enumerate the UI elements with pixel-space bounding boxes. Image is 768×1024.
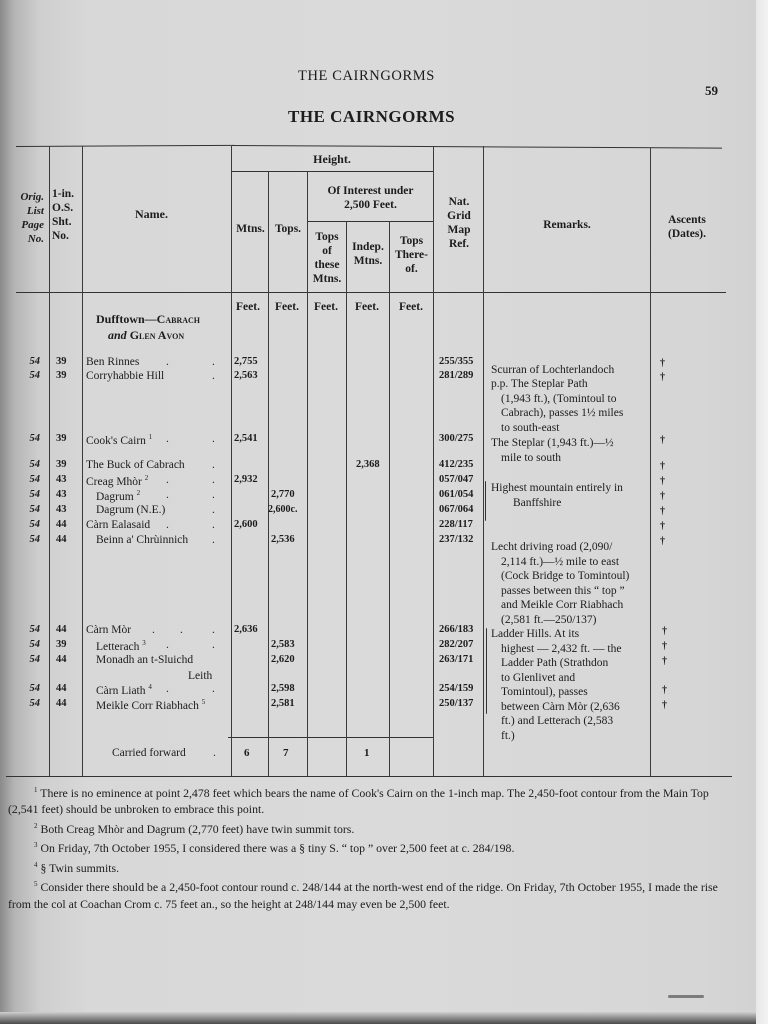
height-top: 2,583 — [271, 639, 295, 650]
footnote-2 — [8, 818, 738, 837]
leader-dot: . — [166, 433, 169, 445]
orig-list-page-no: 54 — [29, 433, 40, 444]
interest-subrule — [308, 221, 433, 222]
leader-dot: . — [212, 534, 215, 546]
remark-ben-rinnes: Scurran of Lochterlandoch — [491, 364, 615, 376]
grid-ref: 237/132 — [439, 534, 474, 545]
mountain-name: Càrn Ealasaid — [86, 519, 151, 531]
header-name: Name. — [135, 207, 168, 221]
section-line-2 — [96, 327, 200, 343]
header-of-interest — [308, 184, 433, 212]
remark-line: Cabrach), passes 1½ miles — [501, 407, 624, 419]
leader-dot: . — [212, 639, 215, 651]
orig-list-page-no: 54 — [29, 519, 40, 530]
header-line: Of Interest under — [327, 185, 414, 197]
header-tops-thereof — [390, 234, 433, 276]
remark-line: mile to south — [501, 451, 562, 464]
orig-list-page-no: 54 — [29, 356, 40, 367]
footnote-ref: 5 — [201, 698, 206, 706]
header-line: Sht. — [52, 216, 72, 228]
os-sheet-no: 44 — [56, 698, 67, 709]
col-divider — [82, 146, 83, 776]
remark-corryhabbie — [491, 377, 649, 435]
page-edge — [756, 0, 768, 1024]
page-number: 59 — [705, 83, 718, 98]
header-tops: Tops. — [274, 223, 302, 235]
footnote-3 — [8, 837, 738, 856]
ascent-mark-icon: † — [660, 461, 665, 472]
orig-list-page-no: 54 — [29, 534, 40, 545]
remark-beinn-chruinnich — [491, 540, 649, 627]
ascent-mark-icon: † — [660, 536, 665, 547]
os-sheet-no: 39 — [56, 370, 67, 381]
page-title: THE CAIRNGORMS — [288, 107, 456, 126]
col-divider — [49, 146, 50, 776]
header-line: Tops — [315, 231, 339, 243]
ascent-mark-icon: † — [662, 700, 667, 711]
footnote-ref: 2 — [144, 474, 149, 482]
section-line-1 — [96, 311, 200, 327]
orig-list-page-no: 54 — [29, 624, 40, 635]
leader-dot: . — [212, 504, 215, 516]
leader-dot: . — [166, 639, 169, 651]
footnote-ref: 2 — [136, 489, 141, 497]
footnote-text: Both Creag Mhòr and Dagrum (2,770 feet) have twin summit tors. — [40, 821, 355, 836]
header-line: of. — [405, 263, 418, 275]
header-orig-list-page — [18, 190, 44, 246]
remark-line: Highest mountain entirely in — [491, 482, 623, 494]
grid-ref: 300/275 — [439, 433, 474, 444]
col-divider — [268, 172, 269, 776]
orig-list-page-no: 54 — [29, 683, 40, 694]
carried-forward-label: Carried forward — [112, 747, 186, 759]
mountain-name-continued: Leith — [188, 670, 213, 682]
remark-line: to Glenlivet and — [501, 671, 576, 684]
orig-list-page-no: 54 — [29, 474, 40, 485]
leader-dot: . — [152, 624, 155, 636]
header-line: Page — [21, 219, 44, 231]
remark-line: Ladder Path (Strathdon — [501, 657, 609, 669]
grid-ref: 282/207 — [439, 639, 474, 650]
carried-forward-dot: . — [213, 747, 216, 759]
ascent-mark-icon: † — [662, 641, 667, 652]
leader-dot: . — [166, 474, 169, 486]
footnote-mark: 3 — [34, 841, 38, 850]
leader-dot: . — [212, 474, 215, 486]
footnotes — [8, 782, 738, 912]
remark-line: ft.) — [501, 729, 515, 742]
orig-list-page-no: 54 — [29, 489, 40, 500]
mountain-name: Meikle Corr Riabhach — [96, 699, 199, 712]
carried-forward-mtns: 6 — [244, 747, 250, 759]
grid-ref: 228/117 — [439, 519, 473, 530]
os-sheet-no: 39 — [56, 433, 67, 444]
remark-line: to south-east — [501, 421, 560, 434]
os-sheet-no: 43 — [56, 504, 67, 515]
leader-dot: . — [180, 624, 183, 636]
ascent-mark-icon: † — [660, 476, 665, 487]
header-line: No. — [52, 230, 69, 242]
grid-ref: 263/171 — [439, 654, 474, 665]
os-sheet-no: 39 — [56, 356, 67, 367]
grid-ref: 412/235 — [439, 459, 474, 470]
footnote-4 — [8, 857, 738, 876]
leader-dot: . — [212, 370, 215, 382]
footnote-ref: 3 — [142, 639, 146, 647]
running-head: THE CAIRNGORMS — [298, 68, 435, 84]
header-line: O.S. — [52, 202, 74, 214]
page-bottom-edge — [0, 1012, 756, 1024]
footnote-text: On Friday, 7th October 1955, I considered there was a § tiny S. “ top ” over 2,500 feet at c. 284/198. — [40, 841, 515, 856]
leader-dot: . — [212, 519, 215, 531]
remark-line: (1,943 ft.), (Tomintoul to — [501, 392, 617, 405]
os-sheet-no: 44 — [56, 519, 67, 530]
header-line: Mtns. — [353, 255, 383, 267]
leader-dot: . — [166, 356, 169, 368]
leader-dot: . — [166, 519, 169, 531]
remark-line: Banffshire — [513, 496, 562, 509]
height-top: 2,581 — [271, 698, 295, 709]
mountain-name: Beinn a' Chrùinnich — [96, 534, 189, 546]
col-divider — [650, 148, 651, 776]
remark-line: (2,581 ft.—250/137) — [501, 613, 597, 626]
unit-tops-of-these: Feet. — [314, 301, 338, 313]
remark-line: and Meikle Corr Riabhach — [501, 599, 624, 611]
footnote-text: § Twin summits. — [40, 860, 120, 875]
ascent-mark-icon: † — [662, 685, 667, 696]
section-and: and — [108, 328, 127, 342]
header-line: There- — [394, 249, 428, 261]
brace-creag-mhor — [485, 481, 486, 521]
footnote-mark: 4 — [34, 860, 38, 869]
header-bottom-rule — [16, 292, 726, 293]
unit-mtns: Feet. — [236, 301, 260, 313]
remark-line: between Càrn Mòr (2,636 — [501, 700, 620, 713]
leader-dot: . — [166, 489, 169, 501]
mountain-name: Dagrum (N.E.) — [96, 504, 166, 516]
mountain-name: Creag Mhòr — [86, 475, 142, 488]
footnote-text: There is no eminence at point 2,478 feet which bears the name of Cook's Cairn on the 1-inch map. The 2,450-foot contour from the Main Top (2,541 feet) should be unbroken to embrace this point. — [8, 785, 709, 817]
section-name-2: Glen Avon — [129, 328, 185, 342]
header-line: Orig. — [20, 191, 44, 203]
height-top: 2,620 — [271, 654, 295, 665]
ascent-mark-icon: † — [660, 372, 665, 383]
os-sheet-no: 44 — [56, 534, 67, 545]
header-line: Map — [447, 224, 471, 236]
header-line: Tops — [399, 235, 424, 247]
leader-dot: . — [166, 683, 169, 695]
remark-line: Lecht driving road (2,090/ — [491, 541, 613, 553]
header-line: (Dates). — [668, 228, 706, 240]
header-mtns: Mtns. — [236, 223, 265, 235]
mountain-name-cell — [96, 489, 140, 503]
mountain-name: Càrn Liath — [96, 684, 146, 697]
leader-dot: . — [212, 624, 215, 636]
header-line: Nat. — [448, 196, 470, 208]
mountain-name: Cook's Cairn — [86, 434, 146, 447]
header-tops-of-these — [308, 230, 346, 286]
os-sheet-no: 43 — [56, 489, 67, 500]
header-line: 2,500 Feet. — [344, 199, 397, 211]
carried-forward-indep: 1 — [364, 747, 370, 759]
grid-ref: 255/355 — [439, 356, 474, 367]
grid-ref: 067/064 — [439, 504, 474, 515]
os-sheet-no: 44 — [56, 683, 67, 694]
footnote-mark: 2 — [34, 821, 38, 830]
orig-list-page-no: 54 — [29, 639, 40, 650]
mountain-name: Monadh an t-Sluichd — [96, 654, 194, 666]
header-line: Ascents — [668, 214, 706, 226]
ascent-mark-icon: † — [660, 506, 665, 517]
header-grid-ref — [434, 195, 484, 251]
leader-dot: . — [212, 683, 215, 695]
mountain-name-cell — [86, 433, 152, 447]
footnote-ref: 4 — [148, 683, 152, 691]
footnote-1 — [8, 782, 738, 818]
height-mtn: 2,755 — [234, 356, 258, 367]
ink-smudge — [668, 995, 704, 998]
height-mtn: 2,932 — [234, 474, 258, 485]
footnote-ref: 1 — [148, 433, 153, 441]
footnote-5 — [8, 876, 738, 912]
ascent-mark-icon: † — [660, 491, 665, 502]
remark-line: 2,114 ft.)—½ mile to east — [501, 555, 620, 568]
unit-tops-thereof: Feet. — [399, 301, 423, 313]
leader-dot: . — [212, 433, 215, 445]
mountain-name-cell — [96, 698, 205, 712]
header-line: Mtns. — [312, 273, 342, 285]
mountain-name-cell — [96, 683, 152, 697]
remark-line: The Steplar (1,943 ft.)—½ — [491, 437, 614, 449]
col-divider — [346, 222, 347, 776]
mountain-name-cell — [86, 474, 148, 488]
header-ascents — [651, 213, 723, 241]
remark-creag-mhor — [491, 481, 649, 510]
section-prefix: Dufftown— — [96, 312, 157, 326]
footnote-mark: 5 — [34, 880, 38, 889]
header-line: Grid — [447, 210, 471, 222]
mountain-name: Càrn Mòr — [86, 624, 132, 636]
header-line: of — [322, 245, 332, 257]
grid-ref: 254/159 — [439, 683, 474, 694]
footnote-mark: 1 — [34, 786, 38, 794]
header-height: Height. — [313, 152, 351, 166]
leader-dot: . — [212, 356, 215, 368]
remark-line: Ladder Hills. At its — [491, 628, 580, 640]
os-sheet-no: 39 — [56, 639, 67, 650]
remark-line: (Cock Bridge to Tomintoul) — [501, 570, 630, 582]
height-top: 2,598 — [271, 683, 295, 694]
height-indep: 2,368 — [356, 459, 380, 470]
leader-dot: . — [212, 459, 215, 471]
orig-list-page-no: 54 — [29, 504, 40, 515]
ascent-mark-icon: † — [660, 521, 665, 532]
col-divider — [389, 222, 390, 776]
header-line: these — [314, 259, 340, 271]
ascent-mark-icon: † — [660, 358, 665, 369]
height-top: 2,536 — [271, 534, 295, 545]
height-top: 2,600c. — [268, 504, 298, 515]
os-sheet-no: 43 — [56, 474, 67, 485]
grid-ref: 057/047 — [439, 474, 474, 485]
mountain-name: Dagrum — [96, 490, 134, 503]
os-sheet-no: 39 — [56, 459, 67, 470]
header-line: Ref. — [448, 238, 470, 250]
mountain-name: Ben Rinnes — [86, 356, 140, 368]
grid-ref: 250/137 — [439, 698, 474, 709]
brace-carn-mor — [486, 628, 487, 714]
col-divider — [231, 146, 232, 776]
unit-tops: Feet. — [275, 301, 299, 313]
carried-forward-tops: 7 — [283, 747, 289, 759]
mountain-name-cell — [96, 639, 146, 653]
ascent-mark-icon: † — [660, 435, 665, 446]
remark-line: Tomintoul), passes — [501, 686, 588, 698]
section-name-1: Cabrach — [156, 312, 201, 326]
height-mtn: 2,541 — [234, 433, 258, 444]
mountain-name: Letterach — [96, 640, 140, 653]
totals-rule — [228, 737, 434, 738]
orig-list-page-no: 54 — [29, 698, 40, 709]
orig-list-page-no: 54 — [29, 370, 40, 381]
os-sheet-no: 44 — [56, 654, 67, 665]
orig-list-page-no: 54 — [29, 654, 40, 665]
height-mtn: 2,636 — [234, 624, 258, 635]
os-sheet-no: 44 — [56, 624, 67, 635]
remark-carn-mor — [491, 627, 649, 743]
remark-line: passes between this “ top ” — [501, 584, 625, 597]
height-mtn: 2,563 — [234, 370, 258, 381]
grid-ref: 266/183 — [439, 624, 474, 635]
header-os-sheet — [52, 187, 82, 243]
mountain-name: Corryhabbie Hill — [86, 370, 165, 382]
header-line: Indep. — [352, 241, 384, 253]
height-subrule — [232, 171, 433, 172]
grid-ref: 061/054 — [439, 489, 474, 500]
table-bottom-rule — [6, 776, 732, 777]
ascent-mark-icon: † — [662, 656, 667, 667]
header-line: No. — [27, 233, 44, 245]
orig-list-page-no: 54 — [29, 459, 40, 470]
mountain-name: The Buck of Cabrach — [86, 459, 185, 471]
height-top: 2,770 — [271, 489, 295, 500]
grid-ref: 281/289 — [439, 370, 474, 381]
footnote-text: Consider there should be a 2,450-foot contour round c. 248/144 at the north-west end of the ridge. On Friday, 7th October 1955, I made the rise from the col at Coachan Crom c. 75 feet an., so the height at 248/144 may even be 2,500 feet. — [8, 880, 718, 911]
ascent-mark-icon: † — [662, 626, 667, 637]
header-indep-mtns — [347, 240, 389, 268]
header-line: 1-in. — [52, 188, 75, 200]
header-remarks: Remarks. — [543, 219, 591, 231]
header-line: List — [26, 205, 44, 217]
unit-indep: Feet. — [355, 301, 379, 313]
remark-line: highest — 2,432 ft. — the — [501, 642, 622, 655]
remark-line: ft.) and Letterach (2,583 — [501, 715, 614, 727]
remark-cooks-cairn — [491, 436, 649, 465]
section-heading — [96, 311, 200, 343]
leader-dot: . — [212, 489, 215, 501]
remark-line: p.p. The Steplar Path — [491, 378, 588, 390]
height-mtn: 2,600 — [234, 519, 258, 530]
